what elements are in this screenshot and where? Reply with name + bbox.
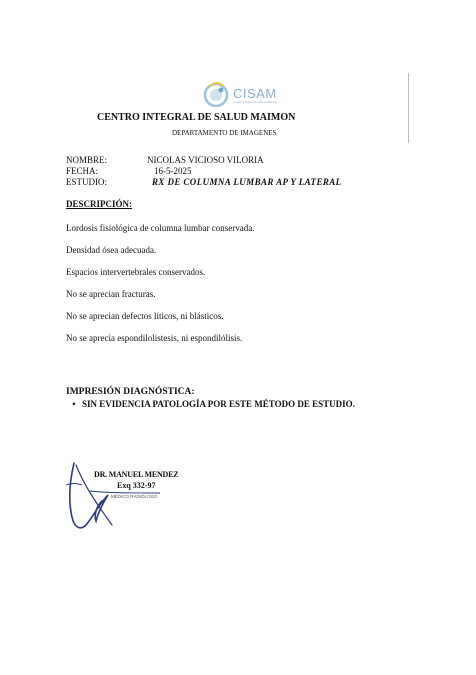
- finding-item: Densidad ósea adecuada.: [66, 245, 157, 255]
- organization-title: CENTRO INTEGRAL DE SALUD MAIMON: [97, 112, 296, 123]
- department-name: DEPARTAMENTO DE IMAGENES: [172, 129, 277, 137]
- doctor-role: MÉDICO RADIÓLOGO: [111, 494, 158, 499]
- finding-item: No se aprecian defectos líticos, ni blásticos.: [66, 311, 224, 321]
- impression-heading: IMPRESIÓN DIAGNÓSTICA:: [66, 387, 195, 397]
- finding-item: Espacios intervertebrales conservados.: [66, 267, 206, 277]
- study-label: ESTUDIO:: [66, 177, 107, 187]
- date-row: [66, 166, 426, 176]
- impression-list: [66, 399, 355, 409]
- logo-subtext: Centro Integral de Salud Maimon: [233, 100, 278, 104]
- patient-name-row: [66, 155, 426, 165]
- exequatur-number: Exq 332-97: [117, 481, 156, 490]
- date-value: 16-5-2025: [154, 166, 192, 176]
- name-label: NOMBRE:: [66, 155, 108, 165]
- finding-item: No se aprecian fracturas.: [66, 289, 156, 299]
- description-heading: DESCRIPCIÓN:: [66, 199, 133, 209]
- doctor-name: DR. MANUEL MENDEZ: [94, 470, 179, 479]
- finding-item: No se aprecia espondilolistesis, ni espondilólisis.: [66, 333, 243, 343]
- finding-item: Lordosis fisiológica de columna lumbar conservada.: [66, 223, 255, 233]
- name-value: NICOLAS VICIOSO VILORIA: [147, 155, 264, 165]
- logo-wordmark: CISAM: [233, 86, 277, 101]
- bullet-icon: •: [72, 399, 76, 409]
- date-label: FECHA:: [66, 166, 99, 176]
- impression-item: SIN EVIDENCIA PATOLOGÍA POR ESTE MÉTODO DE ESTUDIO.: [82, 399, 355, 409]
- study-row: [66, 177, 426, 187]
- study-value: RX DE COLUMNA LUMBAR AP Y LATERAL: [152, 177, 342, 187]
- page-edge-divider: [408, 73, 409, 143]
